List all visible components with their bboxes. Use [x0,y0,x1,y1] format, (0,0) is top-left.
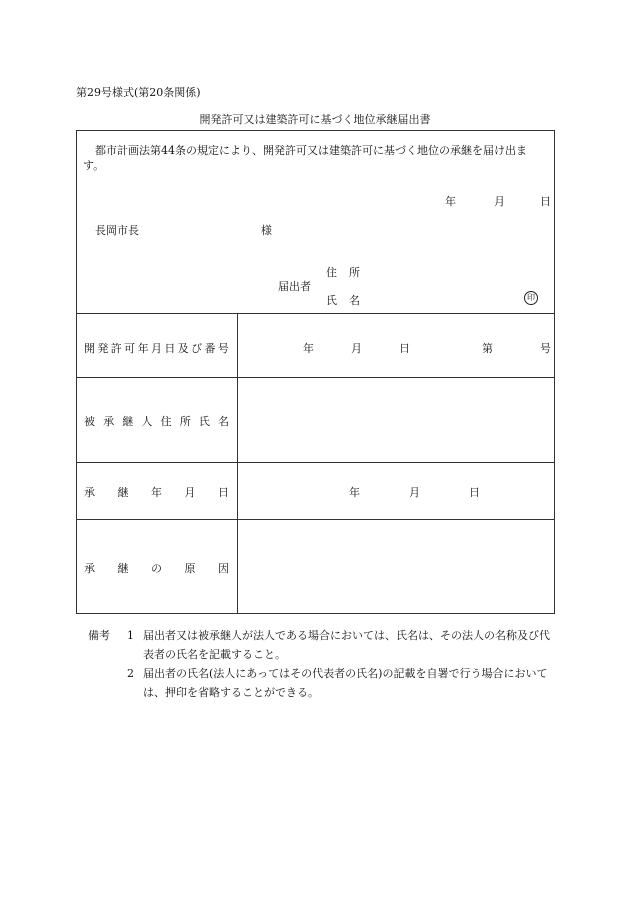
notes-heading: 備考 [88,629,110,642]
date-day: 日 [540,195,551,208]
label-char: 月 [150,342,162,355]
addressee-name: 長岡市長 [95,224,139,237]
note-number: 1 [127,629,134,642]
label-char: 承 [84,562,95,575]
label-char: 発 [97,342,109,355]
form-title: 開発許可又は建築許可に基づく地位承継届出書 [199,113,431,126]
succession-day: 日 [469,486,480,499]
note-item [88,626,558,664]
label-char: 所 [179,415,191,428]
label-char: 被 [84,415,95,428]
label-char: 継 [117,562,129,575]
seal-mark: 印 [524,291,538,305]
label-char: 可 [124,342,136,355]
notifier-address-char-2: 所 [349,266,360,279]
row-divider [77,377,554,378]
permit-day: 日 [399,342,410,355]
notifier-address-char-1: 住 [326,266,337,279]
row-label-predecessor [84,413,229,429]
label-char: 及 [177,342,189,355]
permit-month: 月 [351,342,362,355]
note-number: 2 [127,667,134,680]
label-char: 号 [217,342,229,355]
form-number: 第29号様式(第20条関係) [76,86,201,99]
date-month: 月 [494,195,505,208]
succession-month: 月 [409,486,420,499]
intro-text: 都市計画法第44条の規定により、開発許可又は建築許可に基づく地位の承継を届け出ます。 [83,144,527,172]
label-char: の [151,562,162,575]
label-char: 継 [122,415,134,428]
row-label-permit-date-number [84,340,229,356]
label-char: 氏 [198,415,210,428]
row-label-succession-date [84,484,229,500]
label-char: 人 [141,415,153,428]
label-char: 年 [151,486,162,499]
column-divider [237,313,238,613]
label-char: び [191,342,203,355]
label-char: 承 [84,486,95,499]
form-frame [76,130,555,614]
label-char: 承 [103,415,115,428]
label-char: 許 [110,342,122,355]
label-char: 番 [204,342,216,355]
permit-number-prefix: 第 [482,342,493,355]
note-text: 届出者の氏名(法人にあってはその代表者の氏名)の記載を自署で行う場合においては、押印を省略することができる。 [143,667,548,699]
notes-section [88,626,558,702]
label-char: 因 [218,562,229,575]
addressee-honorific: 様 [261,224,272,237]
label-char: 開 [84,342,95,355]
label-char: 年 [137,342,149,355]
label-char: 日 [164,342,176,355]
notifier-label: 届出者 [278,280,311,293]
notifier-name-char-1: 氏 [326,294,337,307]
note-text: 届出者又は被承継人が法人である場合においては、氏名は、その法人の名称及び代表者の氏名を記載すること。 [143,629,550,661]
row-divider [77,462,554,463]
row-label-succession-reason [84,560,229,576]
label-char: 月 [184,486,196,499]
date-year: 年 [445,195,456,208]
permit-year: 年 [303,342,314,355]
label-char: 日 [218,486,229,499]
label-char: 原 [184,562,196,575]
row-divider [77,519,554,520]
note-item [127,664,558,702]
label-char: 名 [217,415,229,428]
label-char: 継 [117,486,129,499]
succession-year: 年 [349,486,360,499]
row-divider [77,313,554,314]
label-char: 住 [160,415,172,428]
notifier-name-char-2: 名 [349,294,360,307]
permit-number-suffix: 号 [540,342,551,355]
